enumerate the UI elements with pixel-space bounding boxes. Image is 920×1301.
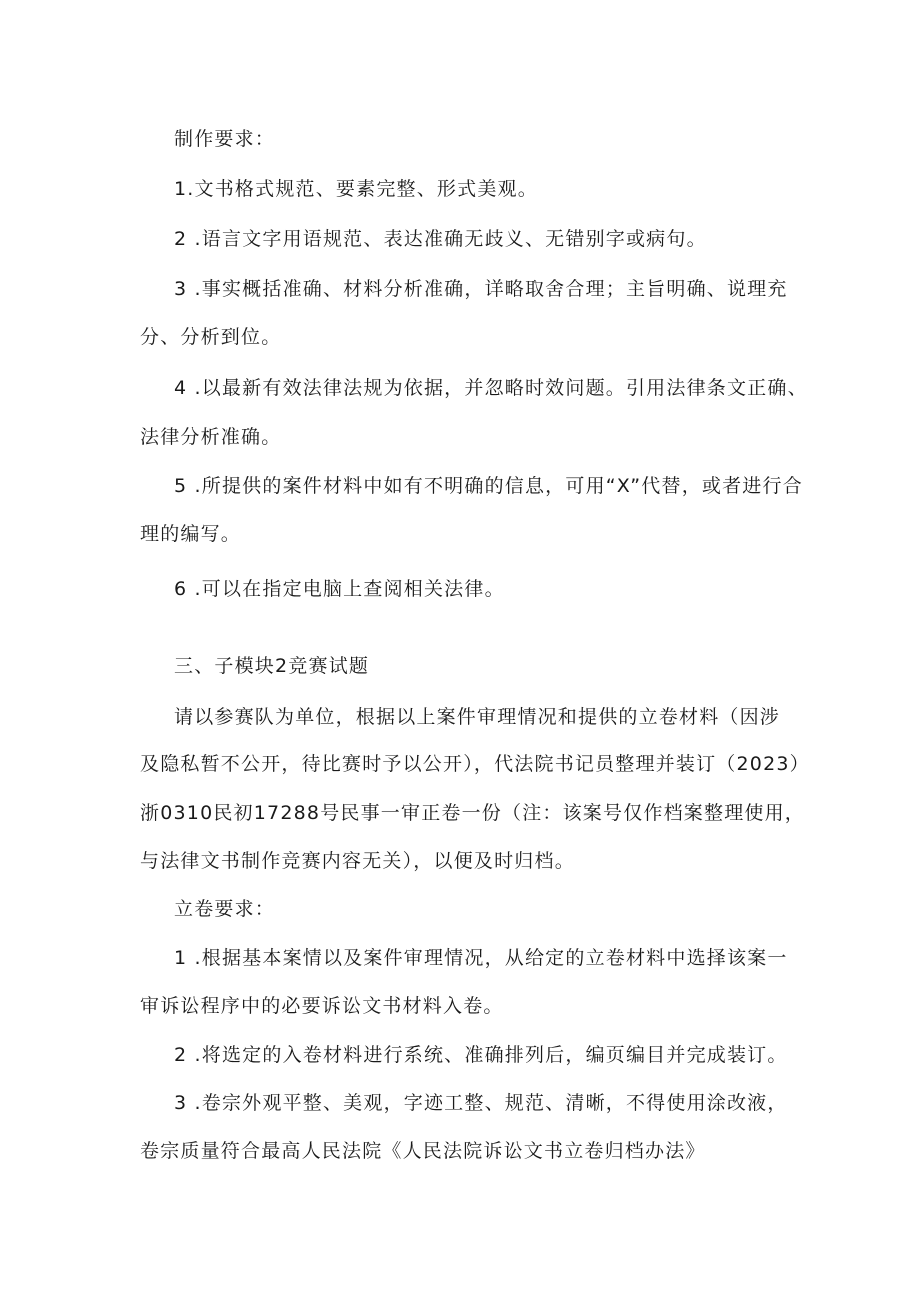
section3-paragraph-line-2: 及隐私暂不公开，待比赛时予以公开），代法院书记员整理并装订（2023） xyxy=(140,753,810,775)
production-item-2-line-1: 2 .语言文字用语规范、表达准确无歧义、无错别字或病句。 xyxy=(174,228,707,250)
production-item-3-line-2: 分、分析到位。 xyxy=(140,326,282,348)
production-item-1-line-1: 1.文书格式规范、要素完整、形式美观。 xyxy=(174,178,538,200)
filing-requirements-heading: 立卷要求： xyxy=(174,898,276,920)
filing-item-3-line-1: 3 .卷宗外观平整、美观，字迹工整、规范、清晰，不得使用涂改液， xyxy=(174,1092,788,1114)
production-item-4-line-1: 4 .以最新有效法律法规为依据，并忽略时效问题。引用法律条文正确、 xyxy=(174,377,808,399)
production-item-6-line-1: 6 .可以在指定电脑上查阅相关法律。 xyxy=(174,578,505,600)
filing-item-2-line-1: 2 .将选定的入卷材料进行系统、准确排列后，编页编目并完成装订。 xyxy=(174,1044,788,1066)
section3-title: 三、子模块2竞赛试题 xyxy=(174,655,370,677)
production-requirements-heading: 制作要求： xyxy=(174,128,276,150)
section3-paragraph-line-1: 请以参赛队为单位，根据以上案件审理情况和提供的立卷材料（因涉 xyxy=(174,706,781,728)
production-item-5-line-2: 理的编写。 xyxy=(140,523,242,545)
production-item-3-line-1: 3 .事实概括准确、材料分析准确，详略取舍合理；主旨明确、说理充 xyxy=(174,278,788,300)
filing-item-1-line-1: 1 .根据基本案情以及案件审理情况，从给定的立卷材料中选择该案一 xyxy=(174,947,788,969)
filing-item-3-line-2: 卷宗质量符合最高人民法院《人民法院诉讼文书立卷归档办法》 xyxy=(140,1140,706,1162)
filing-item-1-line-2: 审诉讼程序中的必要诉讼文书材料入卷。 xyxy=(140,995,504,1017)
section3-paragraph-line-4: 与法律文书制作竞赛内容无关），以便及时归档。 xyxy=(140,850,575,872)
section3-paragraph-line-3: 浙0310民初17288号民事一审正卷一份（注：该案号仅作档案整理使用， xyxy=(140,802,805,824)
production-item-5-line-1: 5 .所提供的案件材料中如有不明确的信息，可用“X”代替，或者进行合 xyxy=(174,475,803,497)
production-item-4-line-2: 法律分析准确。 xyxy=(140,426,282,448)
